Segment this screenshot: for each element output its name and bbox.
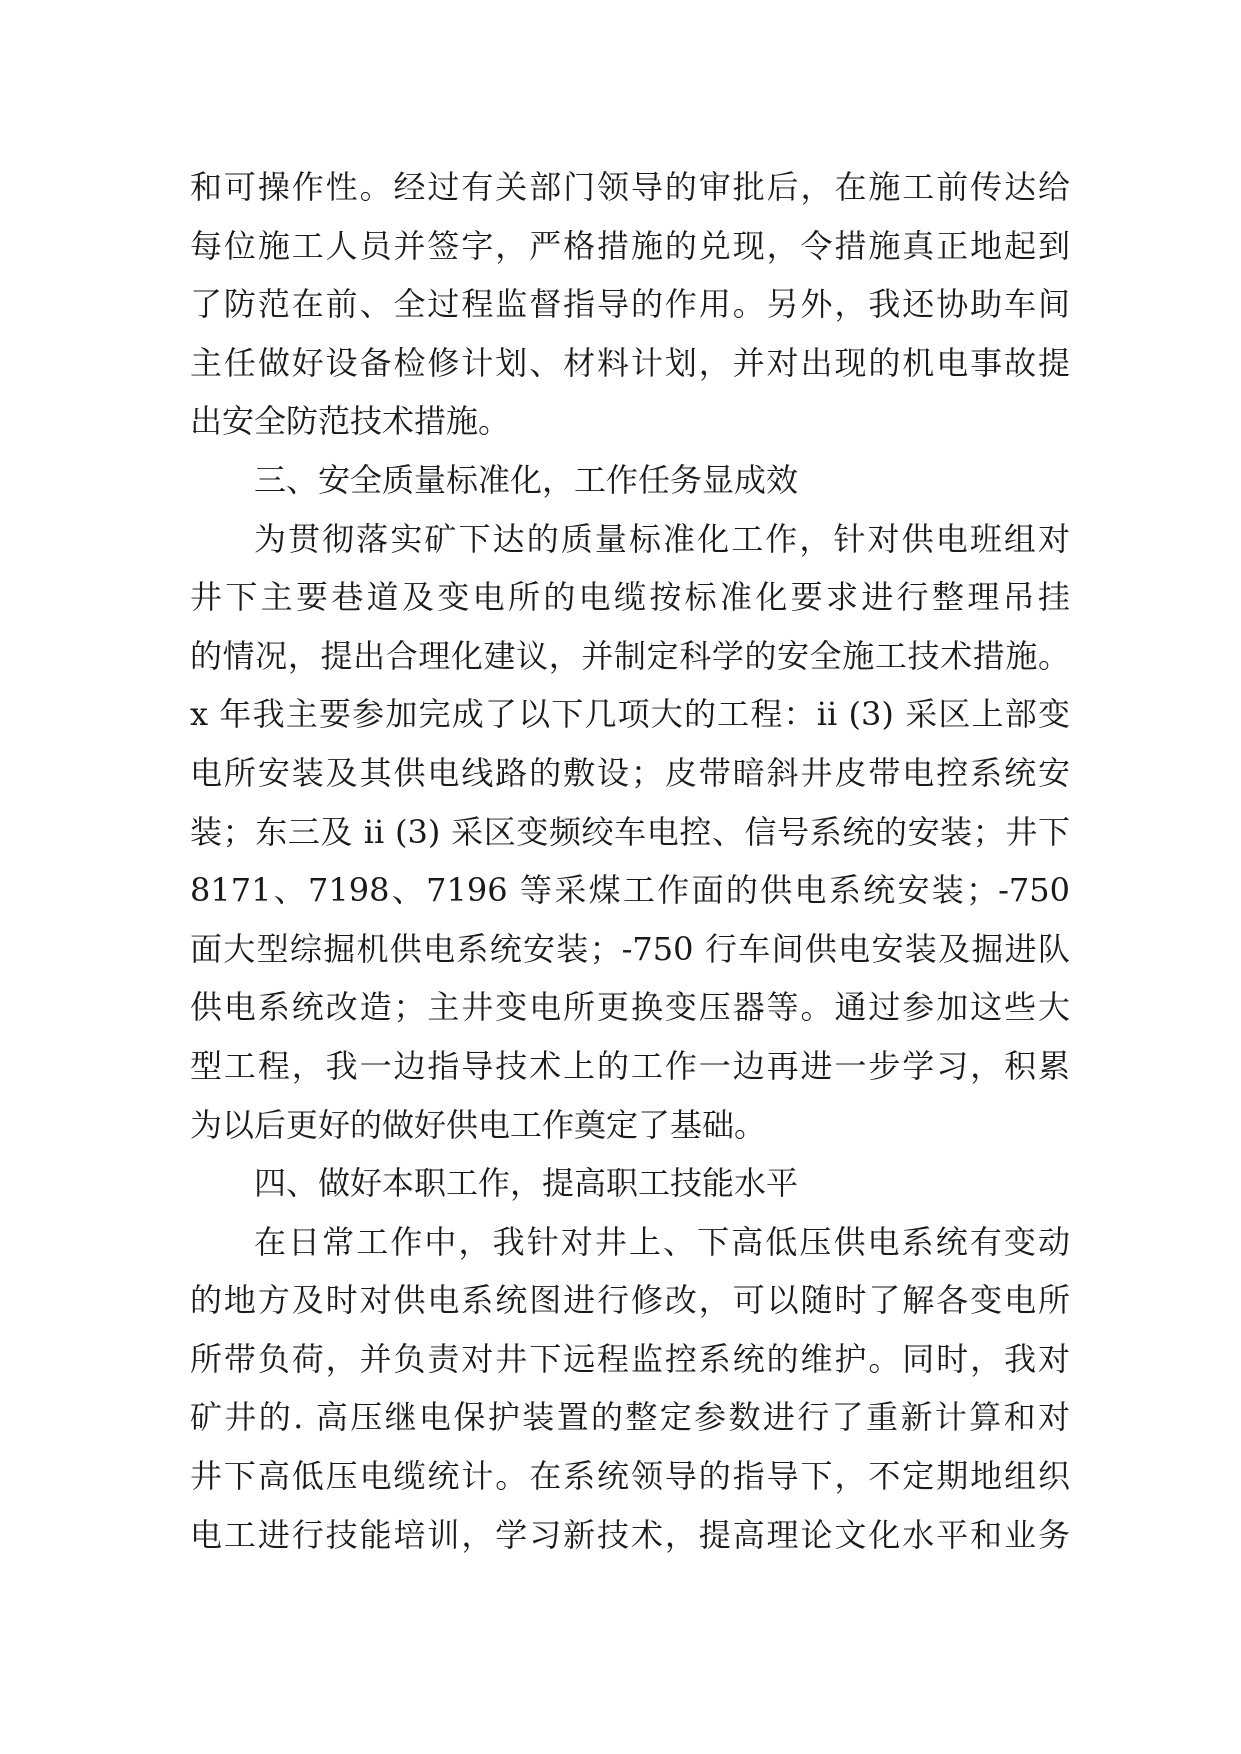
text-line: 出安全防范技术措施。 xyxy=(190,402,511,441)
text-line: 型工程，我一边指导技术上的工作一边再进一步学习，积累 xyxy=(190,1046,1070,1085)
text-line: 矿井的. 高压继电保护装置的整定参数进行了重新计算和对 xyxy=(190,1398,1070,1437)
text-line: 三、安全质量标准化，工作任务显成效 xyxy=(254,460,799,499)
text-line: x 年我主要参加完成了以下几项大的工程：ii (3) 采区上部变 xyxy=(190,695,1070,734)
text-line: 四、做好本职工作，提高职工技能水平 xyxy=(254,1164,799,1203)
text-line: 井下主要巷道及变电所的电缆按标准化要求进行整理吊挂 xyxy=(190,578,1070,617)
text-line: 主任做好设备检修计划、材料计划，并对出现的机电事故提 xyxy=(190,343,1070,382)
text-line: 电工进行技能培训，学习新技术，提高理论文化水平和业务 xyxy=(190,1515,1070,1554)
text-line: 电所安装及其供电线路的敷设；皮带暗斜井皮带电控系统安 xyxy=(190,753,1070,792)
text-line: 装；东三及 ii (3) 采区变频绞车电控、信号系统的安装；井下 xyxy=(190,812,1070,851)
text-line: 了防范在前、全过程监督指导的作用。另外，我还协助车间 xyxy=(190,285,1070,324)
text-line: 每位施工人员并签字，严格措施的兑现，令措施真正地起到 xyxy=(190,226,1070,265)
text-line: 和可操作性。经过有关部门领导的审批后，在施工前传达给 xyxy=(190,168,1070,206)
text-line: 所带负荷，并负责对井下远程监控系统的维护。同时，我对 xyxy=(190,1339,1070,1378)
text-line: 面大型综掘机供电系统安装；-750 行车间供电安装及掘进队 xyxy=(190,929,1070,968)
text-line: 为以后更好的做好供电工作奠定了基础。 xyxy=(190,1105,767,1144)
text-line: 的地方及时对供电系统图进行修改，可以随时了解各变电所 xyxy=(190,1281,1070,1320)
text-line: 井下高低压电缆统计。在系统领导的指导下，不定期地组织 xyxy=(190,1457,1070,1496)
text-line: 8171、7198、7196 等采煤工作面的供电系统安装；-750 xyxy=(190,871,1070,910)
text-line: 供电系统改造；主井变电所更换变压器等。通过参加这些大 xyxy=(190,988,1070,1027)
text-line: 的情况，提出合理化建议，并制定科学的安全施工技术措施。 xyxy=(190,636,1070,675)
text-line: 在日常工作中，我针对井上、下高低压供电系统有变动 xyxy=(254,1222,1070,1261)
text-line: 为贯彻落实矿下达的质量标准化工作，针对供电班组对 xyxy=(254,519,1070,558)
body-text xyxy=(190,158,1070,1564)
